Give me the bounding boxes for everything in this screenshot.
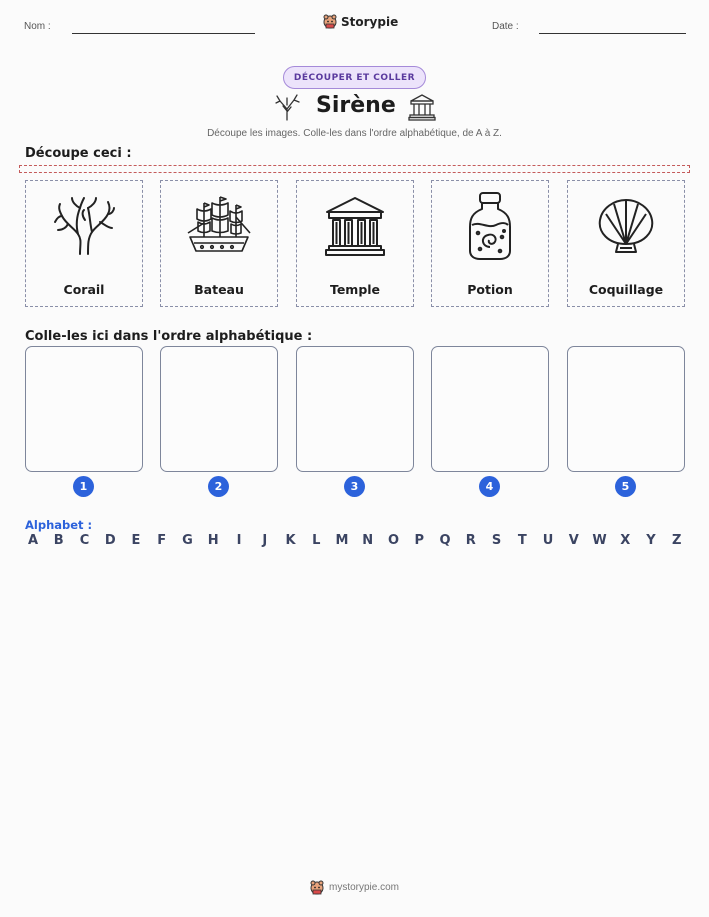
instructions: Découpe les images. Colle-les dans l'ordre alphabétique, de A à Z. xyxy=(207,128,502,139)
alphabet-letter: F xyxy=(157,533,167,548)
alphabet-letter: Q xyxy=(439,533,451,548)
temple-small-icon xyxy=(408,93,436,121)
alphabet-letter: M xyxy=(335,533,349,548)
alphabet-letter: V xyxy=(568,533,579,548)
alphabet-letter: Y xyxy=(646,533,656,548)
alphabet-letter: L xyxy=(312,533,321,548)
cut-card-label: Coquillage xyxy=(588,282,664,297)
date-line[interactable] xyxy=(539,33,686,34)
position-number: 2 xyxy=(208,476,229,497)
cut-card-label: Corail xyxy=(63,282,105,297)
cut-card-label: Potion xyxy=(467,282,513,297)
shell-icon xyxy=(594,194,658,258)
cut-card-potion[interactable] xyxy=(431,180,549,307)
alphabet-letter: X xyxy=(620,533,631,548)
alphabet-letter: J xyxy=(262,533,268,548)
alphabet-title: Alphabet : xyxy=(25,518,93,532)
brand-name: Storypie xyxy=(341,14,399,29)
alphabet-letter: U xyxy=(542,533,554,548)
footer-url[interactable]: mystorypie.com xyxy=(328,882,399,893)
position-number: 5 xyxy=(615,476,636,497)
paste-box-1[interactable] xyxy=(25,346,143,472)
alphabet-letter: A xyxy=(27,533,39,548)
paste-section-label: Colle-les ici dans l'ordre alphabétique : xyxy=(25,329,313,344)
potion-icon xyxy=(458,191,522,261)
footer xyxy=(0,880,709,895)
paste-box-3[interactable] xyxy=(296,346,414,472)
storypie-mascot-icon xyxy=(323,14,337,29)
coral-icon xyxy=(52,194,116,258)
cut-card-label: Temple xyxy=(329,282,381,297)
alphabet-row xyxy=(25,533,685,548)
alphabet-letter: W xyxy=(592,533,607,548)
activity-badge: DÉCOUPER ET COLLER xyxy=(283,66,426,89)
alphabet-letter: O xyxy=(387,533,400,548)
name-line[interactable] xyxy=(72,33,255,34)
position-number: 4 xyxy=(479,476,500,497)
temple-icon xyxy=(323,194,387,258)
alphabet-letter: G xyxy=(182,533,193,548)
ship-icon xyxy=(186,193,252,259)
alphabet-letter: S xyxy=(491,533,502,548)
alphabet-letter: C xyxy=(79,533,90,548)
cut-card-coral[interactable] xyxy=(25,180,143,307)
alphabet-letter: N xyxy=(362,533,374,548)
paste-box-5[interactable] xyxy=(567,346,685,472)
alphabet-letter: T xyxy=(517,533,527,548)
alphabet-letter: E xyxy=(131,533,141,548)
brand-logo xyxy=(323,14,398,29)
alphabet-letter: I xyxy=(236,533,242,548)
paste-box-2[interactable] xyxy=(160,346,278,472)
alphabet-letter: P xyxy=(414,533,425,548)
alphabet-letter: D xyxy=(104,533,116,548)
alphabet-letter: B xyxy=(53,533,64,548)
alphabet-letter: K xyxy=(285,533,296,548)
cut-card-temple[interactable] xyxy=(296,180,414,307)
alphabet-letter: Z xyxy=(672,533,682,548)
alphabet-letter: H xyxy=(207,533,219,548)
paste-box-4[interactable] xyxy=(431,346,549,472)
date-label: Date : xyxy=(492,21,519,32)
name-label: Nom : xyxy=(24,21,51,32)
cut-card-ship[interactable] xyxy=(160,180,278,307)
cut-card-shell[interactable] xyxy=(567,180,685,307)
worksheet-title: Sirène xyxy=(316,93,396,118)
cut-line xyxy=(19,165,690,173)
storypie-mascot-icon xyxy=(310,880,324,895)
cut-section-label: Découpe ceci : xyxy=(25,146,132,161)
position-number: 3 xyxy=(344,476,365,497)
position-number: 1 xyxy=(73,476,94,497)
coral-small-icon xyxy=(272,93,302,121)
cut-card-label: Bateau xyxy=(194,282,244,297)
alphabet-letter: R xyxy=(465,533,476,548)
